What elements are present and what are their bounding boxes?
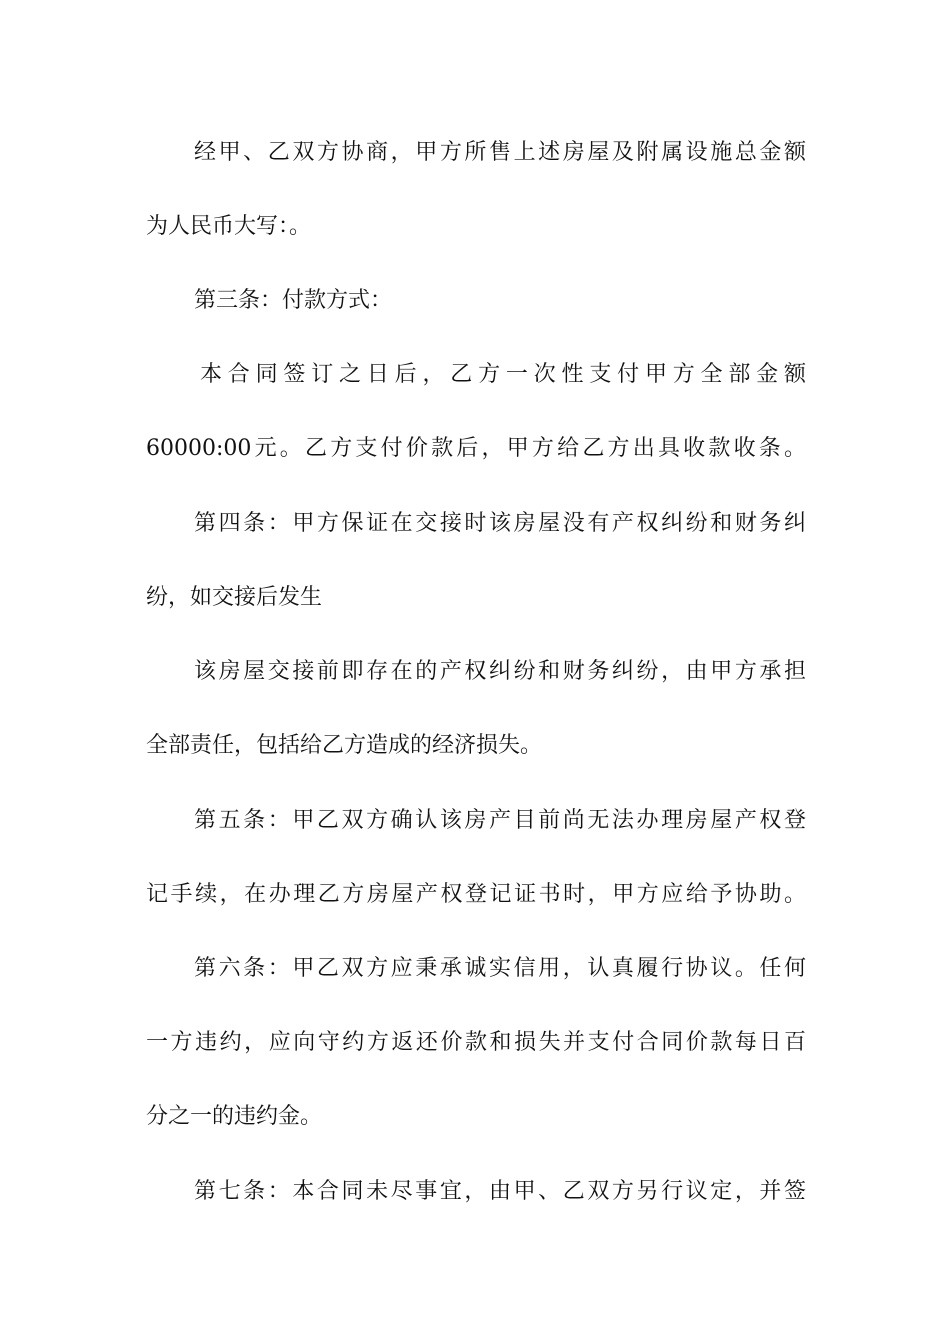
text-line: 第七条：本合同未尽事宜，由甲、乙双方另行议定，并签 xyxy=(194,1179,806,1204)
text-line: 第四条：甲方保证在交接时该房屋没有产权纠纷和财务纠 xyxy=(194,511,806,536)
text-line: 为人民币大写：。 xyxy=(146,214,312,239)
text-line: 经甲、乙双方协商，甲方所售上述房屋及附属设施总金额 xyxy=(194,140,806,165)
text-line: 该房屋交接前即存在的产权纠纷和财务纠纷，由甲方承担 xyxy=(194,659,806,684)
text-line: 分之一的违约金。 xyxy=(146,1104,323,1129)
text-line: 全部责任，包括给乙方造成的经济损失。 xyxy=(146,733,543,758)
text-line: 第三条：付款方式： xyxy=(194,288,393,313)
text-line: 一方违约，应向守约方返还价款和损失并支付合同价款每日百 xyxy=(146,1030,806,1055)
text-line: 第五条：甲乙双方确认该房产目前尚无法办理房屋产权登 xyxy=(194,808,806,833)
text-line: 纷，如交接后发生 xyxy=(146,585,323,610)
text-line: 第六条：甲乙双方应秉承诚实信用，认真履行协议。任何 xyxy=(194,956,806,981)
text-line: 本合同签订之日后，乙方一次性支付甲方全部金额 xyxy=(200,362,806,387)
text-line: 60000:00元。乙方支付价款后，甲方给乙方出具收款收条。 xyxy=(146,436,806,461)
text-line: 记手续，在办理乙方房屋产权登记证书时，甲方应给予协助。 xyxy=(146,882,806,907)
